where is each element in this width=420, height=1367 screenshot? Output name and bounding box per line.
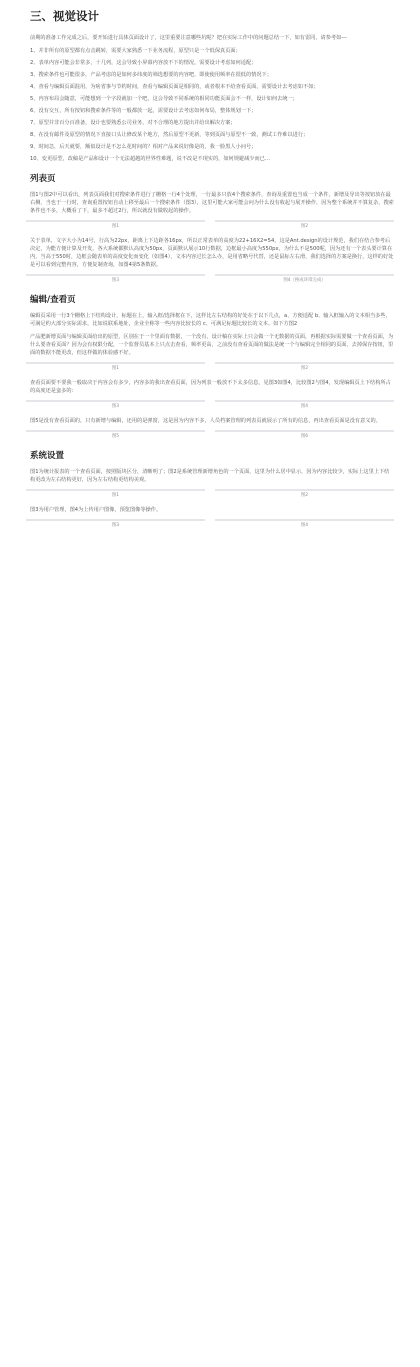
settings-screenshot-4 [215,519,394,521]
edit-screenshot-6 [215,430,394,432]
settings-screenshot-3 [26,519,205,521]
tip-item: 3、搜索条件也可能很多，产品考虑的是如何多纬度的筛选想要的内容吧，即使使用频率在很低的情况下； [30,72,272,78]
figure-caption: 图3 [111,523,120,529]
tips-list [30,47,394,164]
edit-screenshot-2 [215,362,394,364]
list-screenshot-3 [26,274,205,276]
tip-item: 9、时间急，后天就要，额似设计是不怎么花时间的？相对产品来说好像是的，我一脸黑人小问号； [30,144,257,151]
intro-text: 前期的准备工作完成之后，要开始进行具体页面设计了，这里重要注意哪些坑呢？把在实际工作中的问题总结一下，如有雷同，请参考如--- [30,34,347,41]
settings-figures-row-2 [26,519,394,530]
settings-section-title: 系统设置 [30,450,65,461]
list-section-text-2: 关于表单，文字大小为14号，行高为22px，距离上下边距各16px，所以正常表单的高度为22+16X2=54，这是Ant.design的设计规范，我们在结合参考后决定，为能方便计算及开发，各大系统都默认高度为50px，页面默认展示10行数据，边框最小高度为550px，为什么不是500呢，因为还有一个表头要计算在内，当高于550时，边框会随表单的高度变化而变化（如图4），文本内容过长怎么办，是用省略号代替，还是鼠标左右滑，我们选择的方案是换行，这样的好处是可以看到完整内容，方便复制查询，如图4第5条数据。 [30,237,394,268]
edit-figures-row-2 [26,400,394,411]
edit-section-text-2: 产品肥新增页面与编辑页面给出的原型，区别在于一个里面有数据，一个没有，设计稿在实际上只会做一个无数据的页面，再根据实际需要做一个查看页面，为什么要查看页面？因为会有权限分配，一个监督员基本上只点击查看，频率更高，之前没有查看页面的做法是统一个与编辑完全相同的页面，去掉保存按钮，里面的数据不能更改，但这样做的体验感不好。 [30,334,394,357]
list-screenshot-2 [215,220,394,222]
edit-section-text-3: 查看页面要不要我一般取决于内容会有多少，内容多的我出查看页面，因为列表一般放不下太多信息，见图3如图4，比较图2与图4，发现编辑页上下结构所占的高度还是蛮多的： [30,380,391,395]
figure-caption: 图1 [111,223,120,229]
tip-item: 7、原型并非百分百准备，设计也要熟悉公司业务，对不合理的地方提出并给出解决方案； [30,120,236,127]
figure-caption: 图5 [111,434,120,440]
section-title: 三、视觉设计 [30,9,99,23]
figure-caption: 图2 [300,493,309,499]
edit-section-text: 编辑页采用一行3个栅格上下结构设计，标题在上，输入框/选择框在下，这样比左右结构的好处在于以下几点，a、方便适配 b、输入框输入的文本相当多些，可满足约大部分实际需求，比如说联系地址，企业全称等一些内容比较长的 c、可满足标题比较长的文本。如下方图2 [30,312,391,327]
figure-caption: 图4（换成环境完成） [283,277,326,283]
tip-item: 4、查看与编辑页面混用，为啥省事与节约时间，查看与编辑页面是相同的，或者根本不给查看页面，需要设计去考虑如不如； [30,84,319,91]
figure-caption: 图2 [300,223,309,229]
settings-section-text-2: 图3为用户管理，图4为上传用户图像，预览图像等操作。 [30,507,162,514]
figure-caption: 图6 [300,434,309,440]
settings-section-text: 图1为统计报表的一个查看页面，按照版块区分，清晰明了；图2是系统管理新增角色的一个页面，这里为什么居中显示，因为内容比较少，实际上这里上下结构更改为左右结构更好，因为左右结构更结构美观。 [30,469,390,484]
edit-screenshot-3 [26,400,205,402]
settings-screenshot-2 [215,489,394,491]
list-section-text: 图1与图2中可以看出，列表页面我们对搜索条件进行了栅格一行4个处理，一行最多只放4个搜索条件，查询及重置也当成一个条件，新增及导出等按钮放在最右侧，当也于一行时，查询重置按钮自动上移至最后一个搜索条件（图3），这里可能大家可能会问为什么没有收起与展开操作，因为整个系统并不算复杂，搜索条件也不多，大概看了下，最多不超过2行，所以就没有做收起的操作。 [30,191,394,214]
edit-screenshot-5 [26,430,205,432]
list-figures-row-2 [26,274,394,285]
tip-item: 10、变更原型，改稿是产品和设计一个无法超越的世界性难题，说不改是不现实的，如何规避减少而已… [30,156,271,163]
tip-item: 2、表单内容可能会非常多，十几列，这会导致小屏幕内容放不下的情况，需要设计考虑如何适配； [30,59,257,66]
figure-caption: 图1 [111,366,120,372]
edit-screenshot-1 [26,362,205,364]
edit-figures-row-1 [26,362,394,373]
tip-item: 1、并非所有的原型都有点击跳转，需要大家熟悉一下业务流程，原型只是一个低保真页面； [30,47,241,54]
figure-caption: 图3 [111,404,120,410]
figure-caption: 图1 [111,493,120,499]
figure-caption: 图2 [300,366,309,372]
tip-item: 5、内容布局会随意，可能想到一个字段就加一个吧，这会导致不同系统的相同功能页面会不一样，设计如何去统一； [30,96,298,103]
edit-figures-row-3 [26,430,394,441]
list-section-title: 列表页 [30,173,56,184]
edit-screenshot-4 [215,400,394,402]
edit-section-title: 编辑/查看页 [30,294,76,305]
figure-caption: 图4 [300,523,309,529]
list-screenshot-4 [215,274,394,276]
list-figures-row-1 [26,220,394,231]
settings-figures-row-1 [26,489,394,500]
figure-caption: 图4 [300,404,309,410]
figure-caption: 图3 [111,277,120,283]
tip-item: 6、没有交互，所有按钮和搜索条件等的一般都放一起，需要设计去考虑如何布局，整体规划一下； [30,108,257,115]
list-screenshot-1 [26,220,205,222]
article [0,0,420,546]
edit-section-text-4: 图5是没有查看页面的，只有新增与编辑，还用的是弹窗，这是因为内容不多，人员档案管理的列表页就展示了所有的信息，再出查看页面是没有意义的。 [30,418,381,425]
settings-screenshot-1 [26,489,205,491]
tip-item: 8、在没有邮件及原型的情况下直接口头让修改某个地方，然后原型不更新，等到页面与原型不一致，测试工作难以进行； [30,132,309,139]
